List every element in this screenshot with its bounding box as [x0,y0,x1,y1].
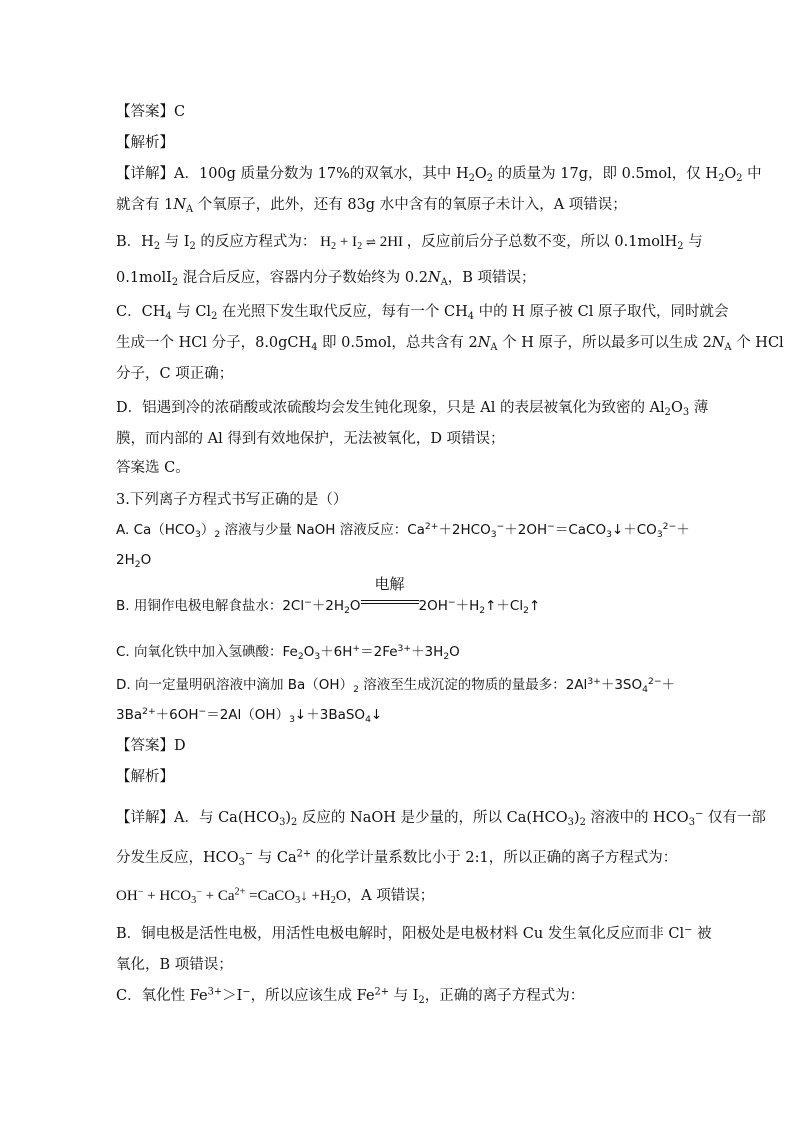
detail-a-line-1: 【详解】A．100g 质量分数为 17%的双氧水，其中 $H_2O_2$ 的质量为 17g，即 0.5mol，仅 $H_2O_2$ 中 [116,166,762,184]
detail-d-line-2: 膜，而内部的 Al 得到有效地保护，无法被氧化，D 项错误； [116,431,505,447]
option-c: C. 向氧化铁中加入氢碘酸：$Fe_2O_3+6H^+=2Fe^{3+}+3H_2O$ [116,642,460,662]
detail2-b-line-2: 氧化，B 项错误； [116,957,233,973]
electrolysis-condition: 电解 [361,596,419,616]
answer-line: 【答案】C [116,104,186,120]
answer-choice-c: 答案选 C。 [116,460,190,476]
question-3-stem: 3.下列离子方程式书写正确的是（） [116,492,348,508]
detail2-b-line-1: B．铜电极是活性电极，用活性电极电解时，阳极处是电极材料 Cu 发生氧化反应而非 Cl− 被 [116,924,712,942]
detail-c-line-3: 分子，C 项正确； [116,366,234,382]
detail-b-line-1: B．$H_2$ 与 $I_2$ 的反应方程式为： $H_2 + I_2$ ⇌ 2HI ，反应前后分子总数不变，所以 0.1molH$_2$ 与 [116,234,703,253]
detail-b-line-2: 0.1molI$_2$ 混合后反应，容器内分子数始终为 $0.2N_A$，B 项错误； [116,270,536,288]
detail2-a-line-2: 分发生反应，$HCO_3^-$ 与 $Ca^{2+}$ 的化学计量系数比小于 2:1，所以正确的离子方程式为： [116,848,678,868]
detail2-c-line-1: C．氧化性 $Fe^{3+}>I^-$，所以应该生成 $Fe^{2+}$ 与 $I_2$，正确的离子方程式为： [116,986,585,1006]
detail-c-line-2: 生成一个 HCl 分子，8.0gCH$_4$ 即 0.5mol，总共含有 $2N_A$ 个 H 原子，所以最多可以生成 $2N_A$ 个 HCl [116,335,784,353]
option-b: B. 用铜作电极电解食盐水：$2Cl^-+2H_2O$ 电解 $2OH^-+H_2↑+Cl_2↑$ [116,575,541,616]
analysis-heading: 【解析】 [116,135,174,151]
detail2-a-line-3: $OH^- + HCO_3^- + Ca^{2+}$ =CaCO$_3$↓ $+H_2O$，A 项错误； [116,886,435,907]
detail-a-line-2: 就含有 $1N_A$ 个氧原子，此外，还有 83g 水中含有的氧原子未计入，A 项错误； [116,197,627,215]
analysis-heading-2: 【解析】 [116,769,174,785]
detail-c-line-1: C．$CH_4$ 与 $Cl_2$ 在光照下发生取代反应，每有一个 $CH_4$ 中的 H 原子被 Cl 原子取代，同时就会 [116,304,729,322]
option-a-line-2: $2H_2O$ [116,552,152,570]
option-a-line-1: A. $Ca(HCO_3)_2$ 溶液与少量 NaOH 溶液反应：$Ca^{2+}+2HCO_3^-+2OH^-=CaCO_3↓+CO_3^{2-}+$ [116,520,690,540]
detail2-a-line-1: 【详解】A．与 $Ca(HCO_3)_2$ 反应的 NaOH 是少量的，所以 $Ca(HCO_3)_2$ 溶液中的 $HCO_3^-$ 仅有一部 [116,808,766,828]
answer-d-line: 【答案】D [116,738,186,754]
option-d-line-2: $3Ba^{2+}+6OH^-=2Al(OH)_3↓+3BaSO_4↓$ [116,705,383,725]
option-d-line-1: D. 向一定量明矾溶液中滴加 $Ba(OH)_2$ 溶液至生成沉淀的物质的量最多：$2Al^{3+}+3SO_4^{2-}+$ [116,675,676,695]
detail-d-line-1: D．铝遇到冷的浓硝酸或浓硫酸均会发生钝化现象，只是 Al 的表层被氧化为致密的 $Al_2O_3$ 薄 [116,400,709,418]
